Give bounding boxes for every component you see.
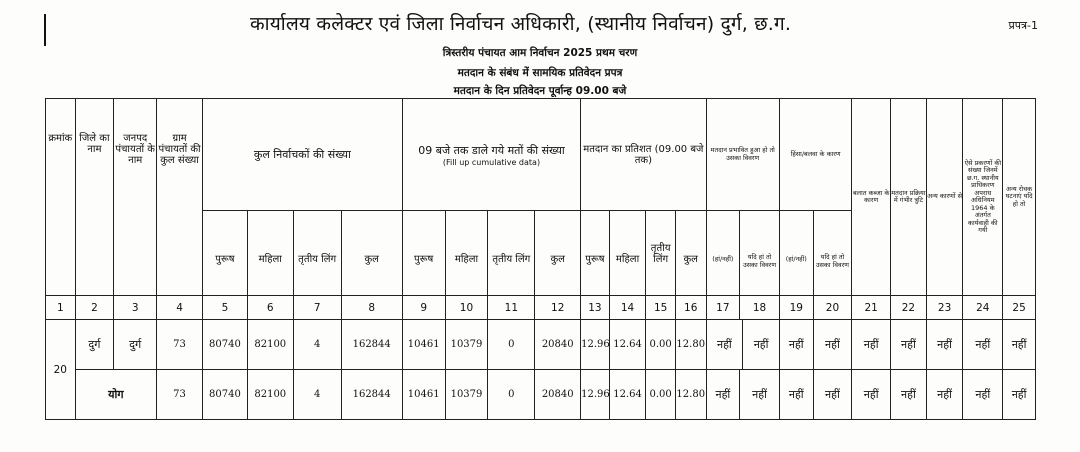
report-time-subtitle: मतदान के दिन प्रतिवेदन पूर्वान्ह 09.00 बजे <box>453 85 627 97</box>
column-number: 8 <box>341 296 402 320</box>
total-remark: नहीं <box>779 370 813 420</box>
row-pct-female: 12.64 <box>609 320 646 370</box>
column-number: 16 <box>675 296 706 320</box>
row-pct-third: 0.00 <box>646 320 676 370</box>
column-number-row <box>46 296 1036 320</box>
column-number: 3 <box>114 296 157 320</box>
report-subtitle: मतदान के संबंध में सामयिक प्रतिवेदन प्रपत्र <box>457 67 623 79</box>
total-voters-total: 162844 <box>341 370 402 420</box>
col-affected-yesno: (हां/नहीं) <box>706 211 740 296</box>
col-votes-male: पुरूष <box>402 211 445 296</box>
table-row-durg <box>46 320 1036 370</box>
col-pct-female: महिला <box>609 211 646 296</box>
col-serial: क्रमांक <box>46 99 76 296</box>
total-label: योग <box>75 370 157 420</box>
row-remark: नहीं <box>891 320 927 370</box>
row-pct-male: 12.96 <box>581 320 610 370</box>
column-number: 25 <box>1003 296 1036 320</box>
total-pct-male: 12.96 <box>581 370 610 420</box>
row-janpad: दुर्ग <box>114 320 157 370</box>
col-gram-count: ग्राम पंचायतों की कुल संख्या <box>157 99 203 296</box>
col-voters-third: तृतीय लिंग <box>293 211 341 296</box>
office-title: कार्यालय कलेक्टर एवं जिला निर्वाचन अधिकारी, (स्थानीय निर्वाचन) दुर्ग, छ.ग. <box>250 13 792 35</box>
column-number: 19 <box>779 296 813 320</box>
col-voters-male: पुरूष <box>202 211 247 296</box>
total-votes-third: 0 <box>488 370 535 420</box>
row-remark: नहीं <box>707 320 743 369</box>
col-district: जिले का नाम <box>75 99 114 296</box>
total-remark: नहीं <box>740 370 780 420</box>
row-votes-male: 10461 <box>402 320 445 370</box>
row-gram-count: 73 <box>157 320 203 370</box>
total-pct-female: 12.64 <box>609 370 646 420</box>
column-number: 1 <box>46 296 76 320</box>
row-voters-female: 82100 <box>247 320 293 370</box>
col-pct-total: कुल <box>675 211 706 296</box>
total-remark: नहीं <box>891 370 927 420</box>
col-affected-detail: यदि हां तो उसका विवरण <box>740 211 780 296</box>
column-number: 2 <box>75 296 114 320</box>
column-number: 23 <box>926 296 963 320</box>
col-voters-female: महिला <box>247 211 293 296</box>
total-remark: नहीं <box>706 370 740 420</box>
column-number: 24 <box>963 296 1003 320</box>
col-violence-detail: यदि हां तो उसका विवरण <box>813 211 852 296</box>
col-voters-total: कुल <box>341 211 402 296</box>
col-other-incident: अन्य रोचक घटनाएं यदि हो तो <box>1003 99 1036 296</box>
margin-mark <box>44 14 46 46</box>
column-number: 10 <box>445 296 488 320</box>
total-remark: नहीं <box>852 370 891 420</box>
total-pct-total: 12.80 <box>675 370 706 420</box>
column-number: 12 <box>535 296 581 320</box>
col-booth-capture: बलात कब्जा के कारण <box>852 99 891 296</box>
total-remark: नहीं <box>926 370 963 420</box>
row-remark: नहीं <box>852 320 891 370</box>
col-votes-total: कुल <box>535 211 581 296</box>
row-serial: 20 <box>46 320 76 420</box>
total-voters-male: 80740 <box>202 370 247 420</box>
row-remark: नहीं <box>753 338 769 351</box>
row-voters-third: 4 <box>293 320 341 370</box>
column-number: 22 <box>891 296 927 320</box>
row-remark: नहीं <box>779 320 813 370</box>
row-remark: नहीं <box>813 320 852 370</box>
column-number: 11 <box>488 296 535 320</box>
row-votes-total: 20840 <box>535 320 581 370</box>
col-violence-yesno: (हां/नहीं) <box>779 211 813 296</box>
row-voters-male: 80740 <box>202 320 247 370</box>
col-votes-group <box>402 99 580 211</box>
table-row-total <box>46 370 1036 420</box>
column-number: 15 <box>646 296 676 320</box>
total-votes-male: 10461 <box>402 370 445 420</box>
row-affected-remarks <box>706 320 779 370</box>
column-number: 9 <box>402 296 445 320</box>
total-votes-female: 10379 <box>445 370 488 420</box>
row-voters-total: 162844 <box>341 320 402 370</box>
column-number: 13 <box>581 296 610 320</box>
column-number: 14 <box>609 296 646 320</box>
election-subtitle: त्रिस्तरीय पंचायत आम निर्वाचन 2025 प्रथम चरण <box>442 47 638 59</box>
total-voters-female: 82100 <box>247 370 293 420</box>
column-number: 6 <box>247 296 293 320</box>
column-number: 4 <box>157 296 203 320</box>
column-number: 21 <box>852 296 891 320</box>
col-janpad: जनपद पंचायतों के नाम <box>114 99 157 296</box>
col-votes-third: तृतीय लिंग <box>488 211 535 296</box>
row-district: दुर्ग <box>75 320 114 370</box>
col-pct-third: तृतीय लिंग <box>646 211 676 296</box>
row-pct-total: 12.80 <box>675 320 706 370</box>
column-number: 17 <box>706 296 740 320</box>
col-percent-group: मतदान का प्रतिशत (09.00 बजे तक) <box>581 99 706 211</box>
col-violence-group: हिंसा/बलवा के कारण <box>779 99 851 211</box>
total-pct-third: 0.00 <box>646 370 676 420</box>
total-remark: नहीं <box>813 370 852 420</box>
column-number: 18 <box>740 296 780 320</box>
row-remark: नहीं <box>926 320 963 370</box>
col-affected-group: मतदान प्रभावित हुआ हो तो उसका विवरण <box>706 99 779 211</box>
total-votes-total: 20840 <box>535 370 581 420</box>
row-votes-female: 10379 <box>445 320 488 370</box>
total-gram-count: 73 <box>157 370 203 420</box>
col-cases: ऐसे प्रकरणों की संख्या जिनमें छ.ग. स्थानीय प्राधिकरण अपराध अधिनियम 1964 के अंतर्गत कार्यवाही की गयी <box>963 99 1003 296</box>
column-number: 7 <box>293 296 341 320</box>
column-number: 5 <box>202 296 247 320</box>
col-other-reasons: अन्य कारणों से <box>926 99 963 296</box>
total-remark: नहीं <box>1003 370 1036 420</box>
column-number: 20 <box>813 296 852 320</box>
row-remark: नहीं <box>963 320 1003 370</box>
total-voters-third: 4 <box>293 370 341 420</box>
votes-group-note: (Fill up cumulative data) <box>442 157 541 167</box>
row-votes-third: 0 <box>488 320 535 370</box>
total-remark: नहीं <box>963 370 1003 420</box>
form-number: प्रपत्र-1 <box>1008 19 1038 32</box>
votes-group-title: 09 बजे तक डाले गये मतों की संख्या <box>418 143 565 157</box>
col-serious-error: मतदान प्रक्रिया में गंभीर त्रुटि <box>891 99 927 296</box>
polling-report-table <box>45 98 1036 420</box>
row-remark: नहीं <box>1003 320 1036 370</box>
col-votes-female: महिला <box>445 211 488 296</box>
col-pct-male: पुरूष <box>581 211 610 296</box>
col-voters-group: कुल निर्वाचकों की संख्या <box>202 99 402 211</box>
